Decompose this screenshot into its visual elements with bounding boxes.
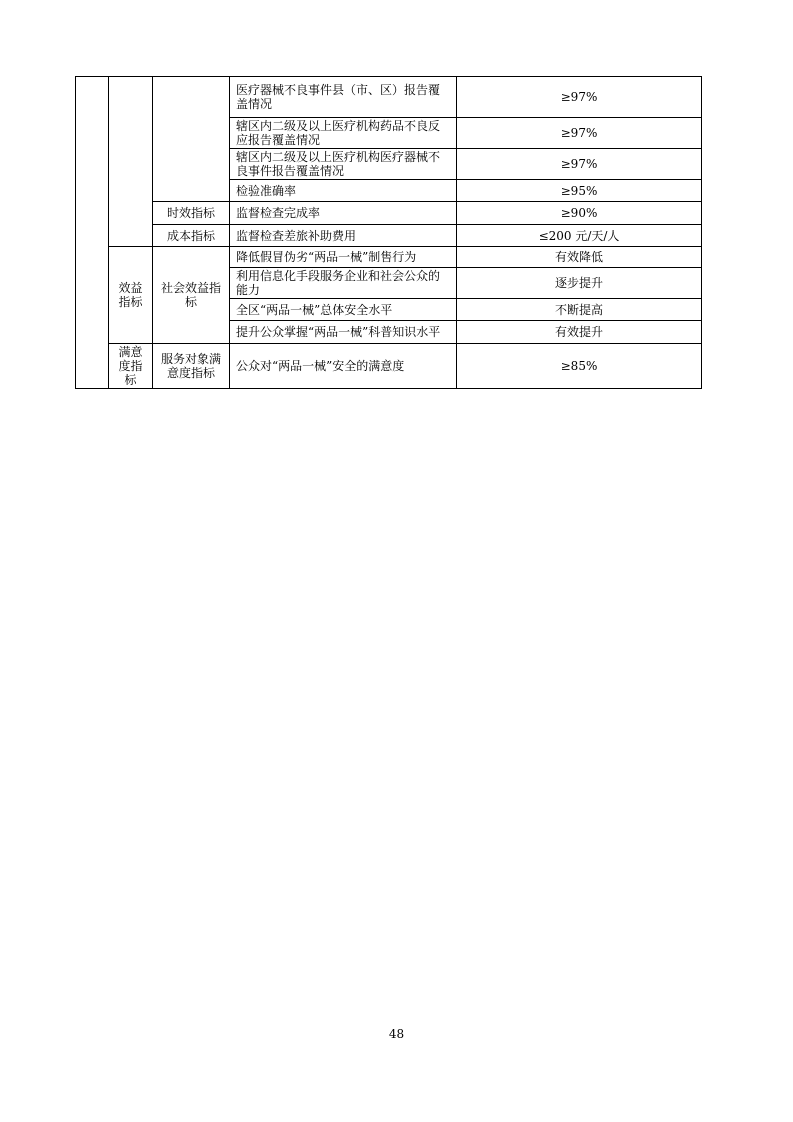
level2-indicator-cell xyxy=(109,77,153,247)
indicator-value: ≥85% xyxy=(457,344,702,389)
indicator-value: ≥97% xyxy=(457,118,702,149)
indicator-name: 监督检查完成率 xyxy=(230,202,457,225)
indicator-value: 有效降低 xyxy=(457,247,702,268)
level2-benefit: 效益指标 xyxy=(109,247,153,344)
indicator-name: 全区“两品一械”总体安全水平 xyxy=(230,299,457,321)
table-row xyxy=(76,247,702,268)
performance-indicator-table xyxy=(75,76,702,389)
indicator-value: ≥95% xyxy=(457,180,702,202)
indicator-value: 逐步提升 xyxy=(457,268,702,299)
level2-satisfaction: 满意度指标 xyxy=(109,344,153,389)
page-number: 48 xyxy=(388,1027,405,1041)
table-row xyxy=(76,202,702,225)
level3-indicator-cell xyxy=(153,77,230,202)
indicator-name: 监督检查差旅补助费用 xyxy=(230,225,457,247)
indicator-value: ≥90% xyxy=(457,202,702,225)
indicator-value: ≥97% xyxy=(457,77,702,118)
level3-cost: 成本指标 xyxy=(153,225,230,247)
indicator-name: 检验准确率 xyxy=(230,180,457,202)
indicator-name: 提升公众掌握“两品一械”科普知识水平 xyxy=(230,321,457,344)
indicator-name: 辖区内二级及以上医疗机构医疗器械不良事件报告覆盖情况 xyxy=(230,149,457,180)
level3-service-satisfaction: 服务对象满意度指标 xyxy=(153,344,230,389)
indicator-value: 有效提升 xyxy=(457,321,702,344)
level3-social-benefit: 社会效益指标 xyxy=(153,247,230,344)
indicator-name: 利用信息化手段服务企业和社会公众的能力 xyxy=(230,268,457,299)
indicator-name: 降低假冒伪劣“两品一械”制售行为 xyxy=(230,247,457,268)
indicator-value: ≤200 元/天/人 xyxy=(457,225,702,247)
table-row xyxy=(76,225,702,247)
indicator-value: ≥97% xyxy=(457,149,702,180)
level1-indicator-cell xyxy=(76,77,109,389)
table-row xyxy=(76,77,702,118)
table-row xyxy=(76,344,702,389)
indicator-name: 辖区内二级及以上医疗机构药品不良反应报告覆盖情况 xyxy=(230,118,457,149)
level3-timeliness: 时效指标 xyxy=(153,202,230,225)
indicator-name: 医疗器械不良事件县（市、区）报告覆盖情况 xyxy=(230,77,457,118)
indicator-value: 不断提高 xyxy=(457,299,702,321)
indicator-name: 公众对“两品一械”安全的满意度 xyxy=(230,344,457,389)
